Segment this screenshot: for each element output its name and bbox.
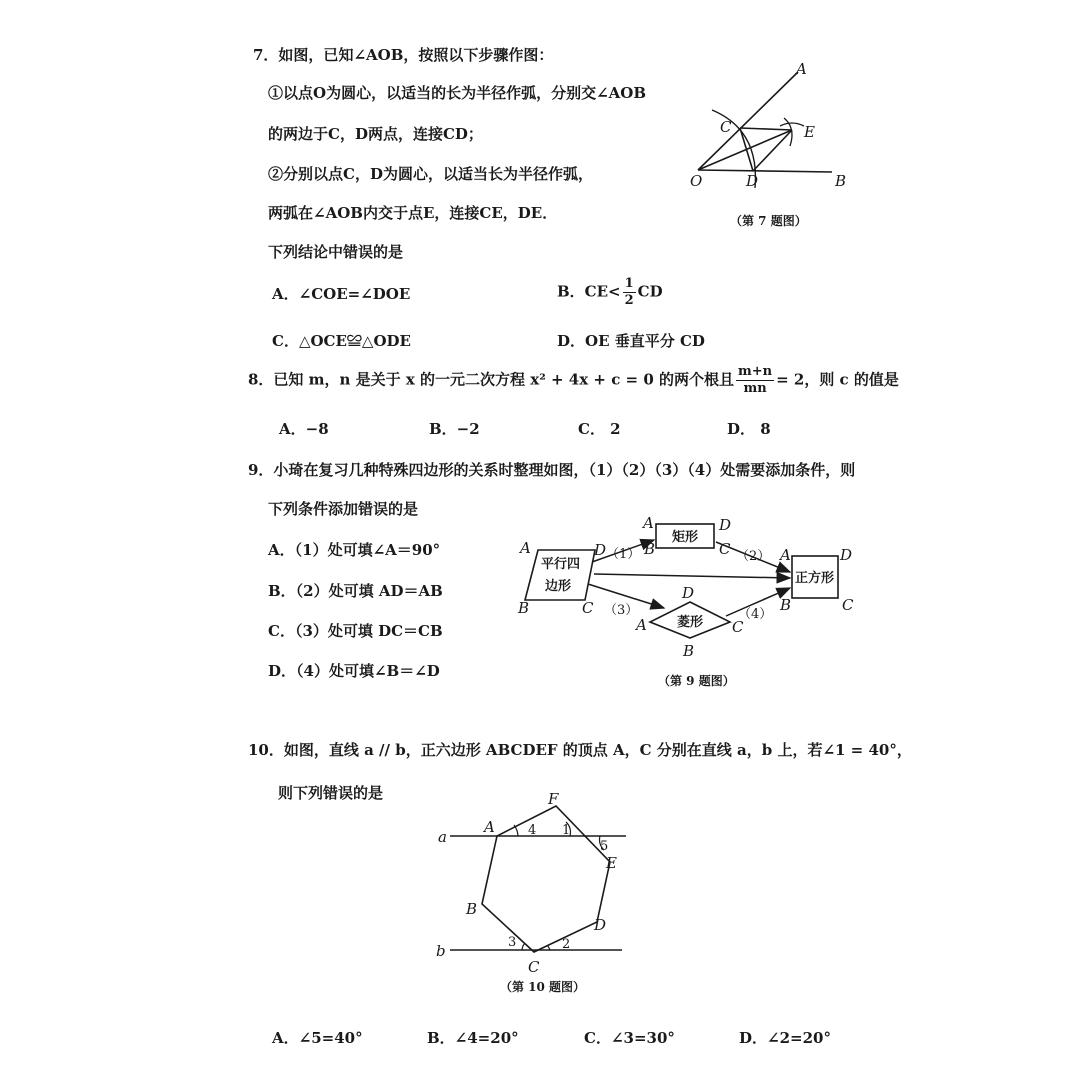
q9-para-label-a: A [520, 539, 531, 557]
q10-stem-line1: 10．如图，直线 a // b，正六边形 ABCDEF 的顶点 A，C 分别在直线 a，b 上，若∠1 = 40°， [248, 741, 912, 759]
q9-rh-label-a: A [636, 616, 647, 634]
q7-option-b [557, 276, 663, 309]
q7-stem-line1: 7．如图，已知∠AOB，按照以下步骤作图： [253, 46, 554, 64]
q9-figure [510, 510, 860, 670]
q10-option-d: D．∠2=20° [739, 1029, 831, 1047]
q9-rect-label-b: B [644, 540, 656, 558]
q9-option-d: D．（4）处可填∠B＝∠D [268, 662, 440, 680]
q7-option-d: D．OE 垂直平分 CD [557, 332, 705, 350]
q9-parallelogram-label-line1: 平行四 [541, 557, 581, 572]
q9-figure-caption: （第 9 题图） [658, 674, 735, 688]
q9-rh-label-d: D [682, 584, 695, 602]
q7-label-c: C [720, 118, 732, 136]
q7-step1-cont: 的两边于C，D两点，连接CD； [268, 125, 483, 143]
q9-cond-3: （3） [604, 603, 639, 618]
q7-option-a: A．∠COE=∠DOE [272, 285, 411, 303]
q7-arc-from-d [780, 123, 804, 126]
q9-cond-4: （4） [738, 607, 773, 622]
q10-label-e: E [606, 854, 617, 872]
q9-sq-label-b: B [780, 596, 792, 614]
q7-option-b-denominator: 2 [624, 293, 634, 308]
q9-option-c: C．（3）处可填 DC＝CB [268, 622, 443, 640]
q7-option-b-prefix: B．CE< [557, 282, 621, 301]
q9-para-label-b: B [518, 599, 530, 617]
q9-rectangle-label: 矩形 [672, 530, 699, 545]
q10-angle-label-4: 4 [528, 823, 537, 838]
q8-option-a: A．−8 [279, 420, 329, 438]
q10-angle-label-2: 2 [562, 937, 571, 952]
q7-label-d: D [746, 172, 759, 190]
q8-stem-prefix: 8．已知 m，n 是关于 x 的一元二次方程 x² + 4x + c = 0 的两个根且 [248, 370, 734, 389]
q9-para-label-c: C [582, 599, 594, 617]
q8-fraction-denominator: mn [743, 381, 767, 396]
q7-question: 下列结论中错误的是 [268, 243, 404, 261]
q9-option-b: B．（2）处可填 AD＝AB [268, 582, 443, 600]
q7-ray-ob [698, 170, 832, 172]
q10-label-d: D [594, 916, 607, 934]
q9-sq-label-d: D [840, 546, 853, 564]
q9-rect-label-c: C [719, 540, 731, 558]
q9-para-label-d: D [594, 541, 607, 559]
q7-label-a: A [796, 60, 807, 78]
q10-option-b: B．∠4=20° [427, 1029, 519, 1047]
q10-label-a: A [484, 818, 495, 836]
q9-stem-line2: 下列条件添加错误的是 [268, 500, 419, 518]
q8-option-c: C． 2 [578, 420, 621, 438]
q7-step2: ②分别以点C，D为圆心，以适当长为半径作弧， [268, 165, 593, 183]
q8-stem-suffix: = 2，则 c 的值是 [776, 370, 899, 389]
q8-fraction-numerator: m+n [738, 364, 773, 379]
q10-hexagon [482, 806, 610, 952]
q9-sq-label-c: C [842, 596, 854, 614]
q10-angle-label-1: 1 [562, 823, 571, 838]
q9-stem-line1: 9．小琦在复习几种特殊四边形的关系时整理如图，（1）（2）（3）（4）处需要添加条件，则 [248, 461, 856, 479]
q10-option-c: C．∠3=30° [584, 1029, 675, 1047]
q7-segment-ce [740, 128, 792, 130]
q7-step2-cont: 两弧在∠AOB内交于点E，连接CE，DE． [268, 204, 558, 222]
q9-rh-label-b: B [683, 642, 695, 660]
q10-stem-line2: 则下列错误的是 [278, 784, 384, 802]
q10-option-a: A．∠5=40° [272, 1029, 363, 1047]
q8-option-b: B．−2 [429, 420, 480, 438]
q9-option-a: A．（1）处可填∠A＝90° [268, 541, 441, 559]
q9-arrow-direct [594, 574, 790, 578]
q10-label-c: C [528, 958, 540, 976]
q7-step1: ①以点O为圆心，以适当的长为半径作弧，分别交∠AOB [268, 84, 647, 102]
q10-label-line-b: b [436, 942, 446, 960]
q7-figure [680, 60, 860, 200]
q7-figure-caption: （第 7 题图） [730, 214, 807, 228]
q8-stem [248, 364, 899, 397]
q10-angle-arc-3 [522, 943, 525, 950]
q7-option-b-suffix: CD [637, 282, 663, 301]
q7-segment-de [753, 130, 792, 171]
q7-label-e: E [804, 123, 815, 141]
q10-figure [430, 792, 640, 977]
q10-label-f: F [548, 790, 559, 808]
q9-square-label: 正方形 [795, 571, 835, 586]
q8-fraction [736, 364, 774, 397]
q7-label-b: B [835, 172, 847, 190]
q7-option-b-numerator: 1 [624, 276, 634, 291]
q9-rect-label-d: D [719, 516, 732, 534]
q9-rh-label-c: C [732, 618, 744, 636]
q9-parallelogram-label-line2: 边形 [545, 579, 572, 594]
q9-cond-2: （2） [736, 549, 771, 564]
q9-rect-label-a: A [643, 514, 654, 532]
q10-figure-caption: （第 10 题图） [500, 980, 586, 994]
q8-option-d: D． 8 [727, 420, 771, 438]
q10-angle-label-5: 5 [600, 839, 609, 854]
q10-label-line-a: a [438, 828, 447, 846]
q7-label-o: O [690, 172, 703, 190]
q9-sq-label-a: A [780, 546, 791, 564]
q7-option-b-fraction [623, 276, 636, 309]
q7-option-c: C．△OCE≌△ODE [272, 332, 411, 350]
q10-label-b: B [466, 900, 478, 918]
q9-cond-1: （1） [606, 547, 641, 562]
q9-rhombus-label: 菱形 [677, 615, 704, 630]
q10-angle-label-3: 3 [508, 935, 517, 950]
